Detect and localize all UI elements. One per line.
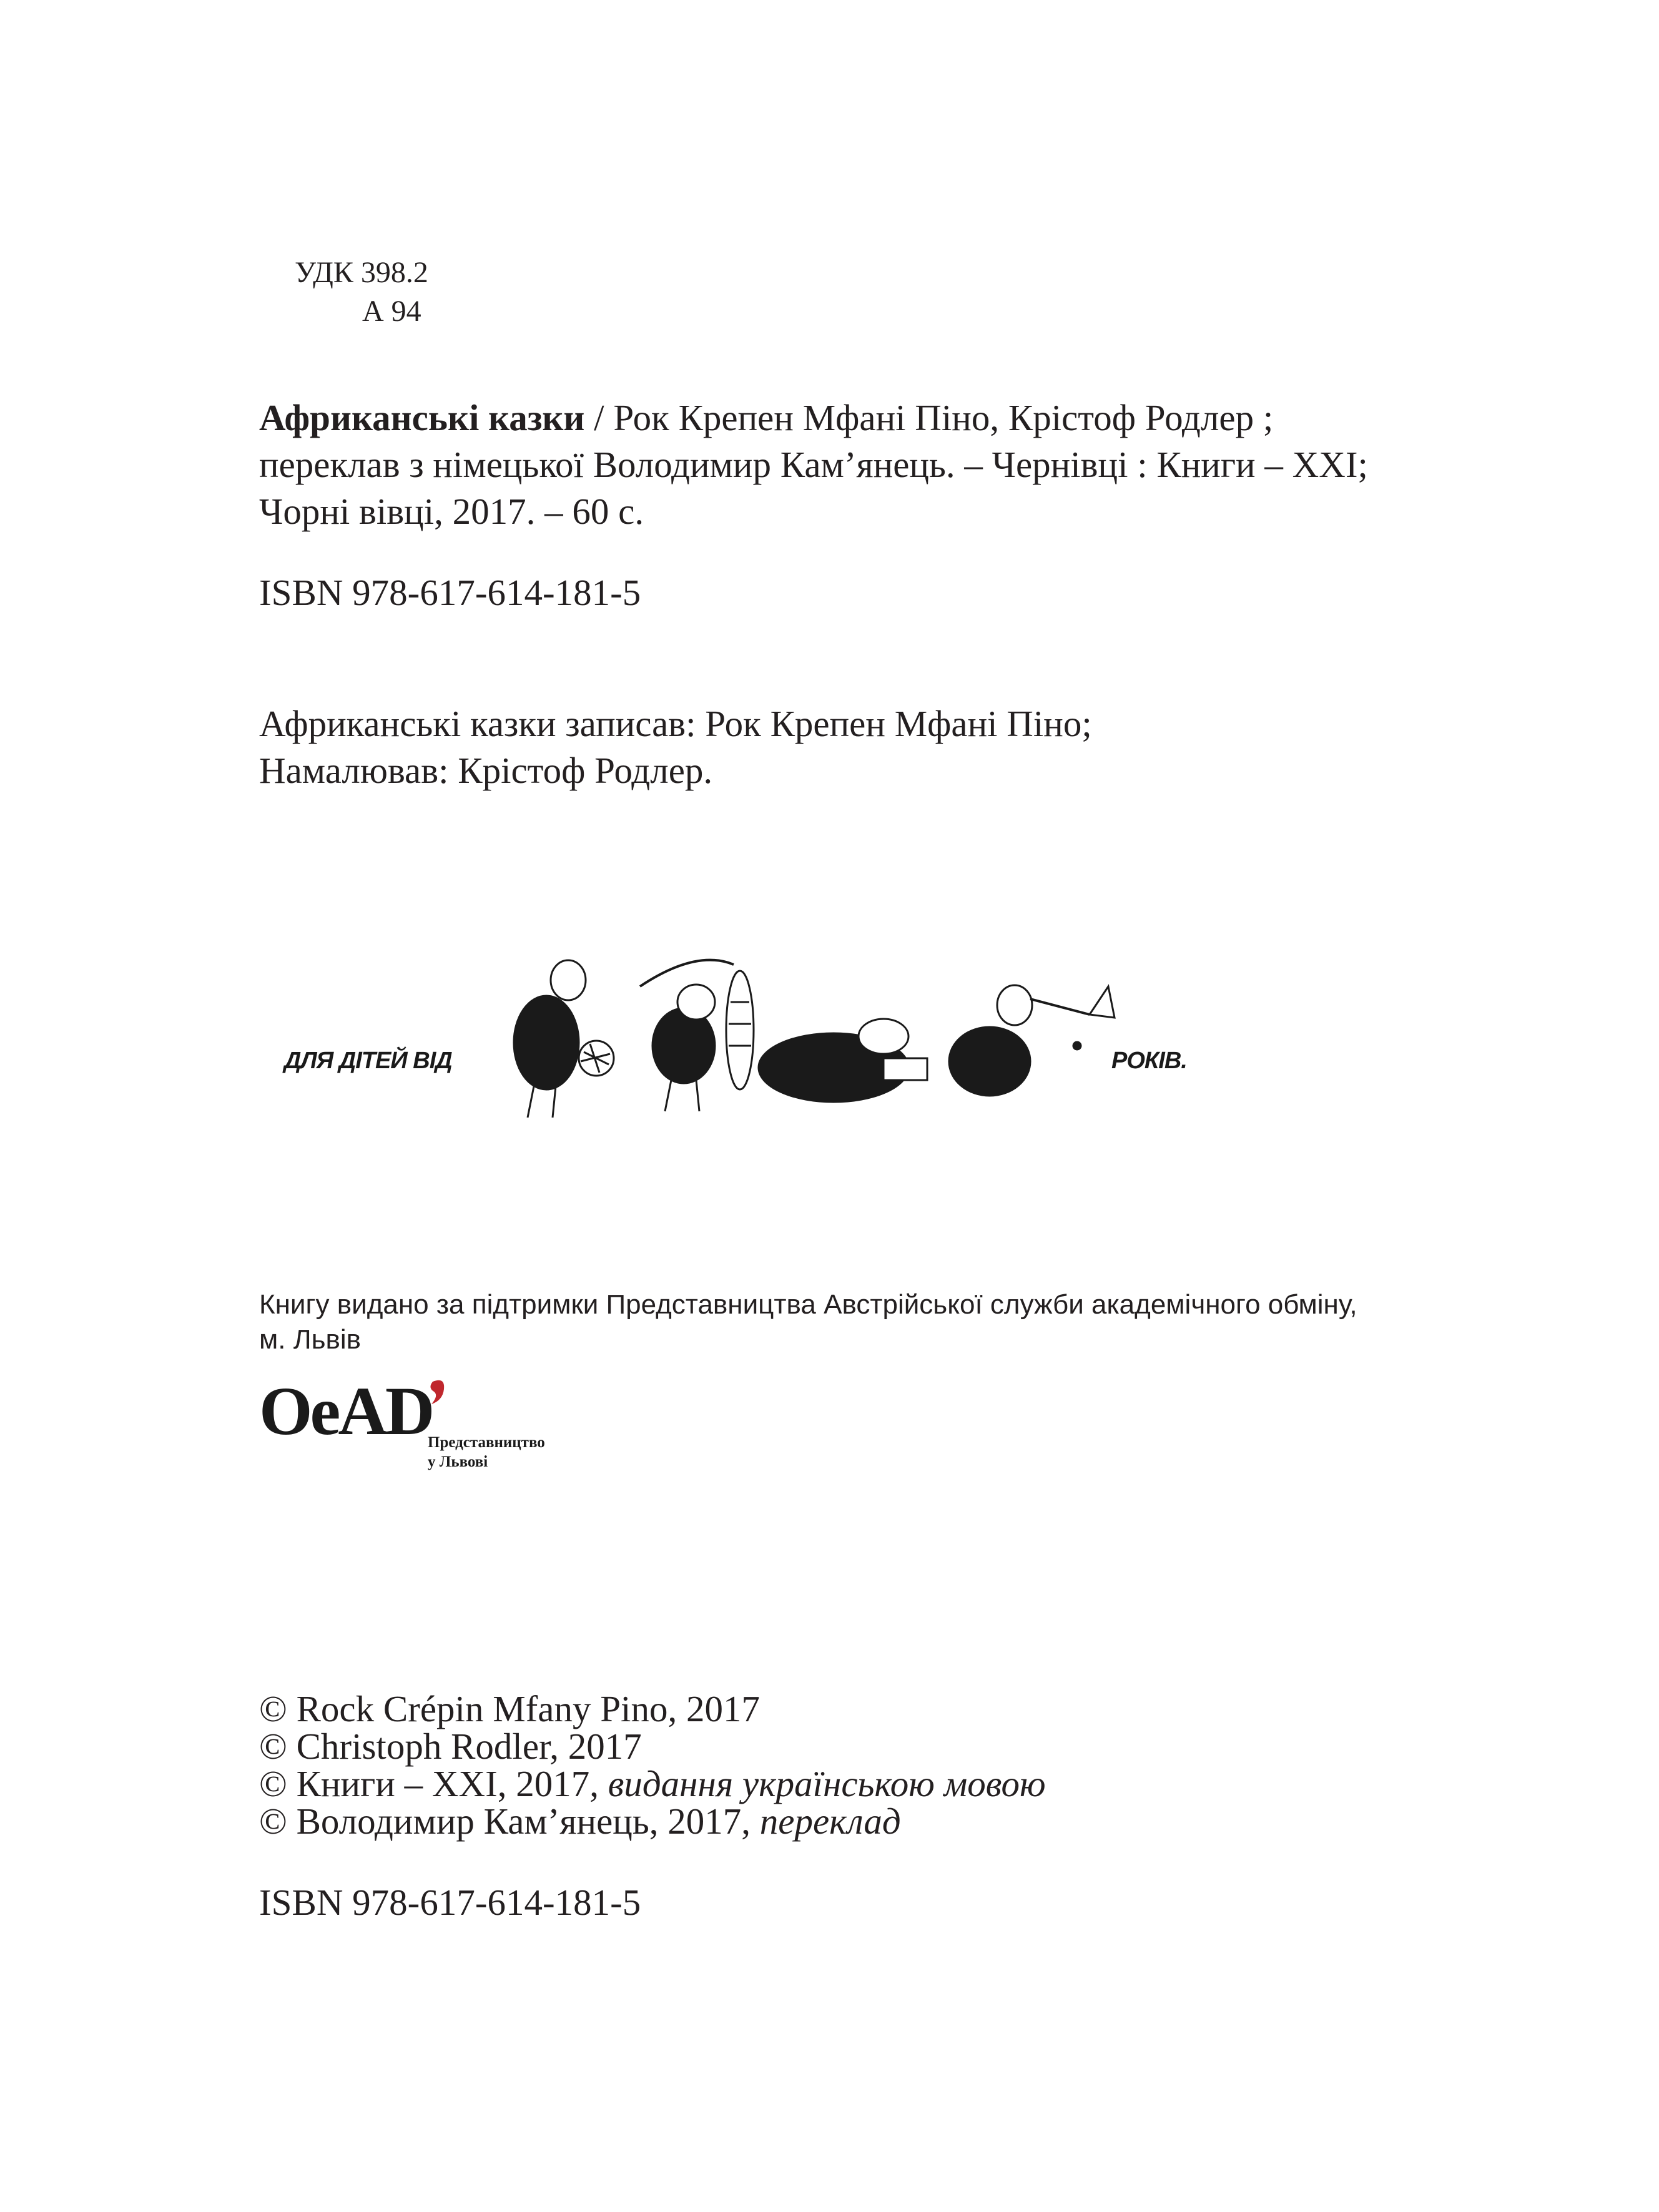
fly [1073, 1042, 1081, 1049]
copyright-2: © Christoph Rodler, 2017 [259, 1726, 642, 1767]
sheep-4-head [997, 985, 1032, 1025]
udk-author-mark: А 94 [362, 295, 421, 328]
book [884, 1058, 927, 1080]
copyright-3: © Книги – XXI, 2017, видання українською мовою [259, 1763, 1046, 1804]
sheep-1-head [551, 960, 586, 1000]
support-line-2: м. Львів [259, 1324, 362, 1355]
butterfly-net [1090, 986, 1115, 1018]
age-banner-right-text: РОКІВ. [1111, 1048, 1187, 1074]
sheep-2-head [677, 985, 715, 1020]
sheep-4-body [949, 1027, 1030, 1096]
sheep-3-head [859, 1019, 908, 1054]
logo-sub-line-1: Представництво [428, 1434, 545, 1451]
isbn-top: ISBN 978-617-614-181-5 [259, 572, 641, 613]
credits-line-2: Намалював: Крістоф Родлер. [259, 750, 713, 791]
copyright-4: © Володимир Кам’янець, 2017, переклад [259, 1801, 901, 1842]
bibliography-authors: / Рок Крепен Мфані Піно, Крістоф Родлер ; [584, 397, 1274, 438]
copyright-1: © Rock Crépin Mfany Pino, 2017 [259, 1688, 760, 1729]
credits-line-1: Африканські казки записав: Рок Крепен Мфані Піно; [259, 703, 1092, 744]
fish [726, 971, 754, 1089]
logo-accent-mark [426, 1377, 451, 1408]
logo-sub-line-2: у Львові [428, 1453, 488, 1470]
book-title: Африканські казки [259, 397, 585, 438]
isbn-bottom: ISBN 978-617-614-181-5 [259, 1882, 641, 1923]
fishing-rod [640, 960, 734, 986]
oead-logo-word: OeAD [259, 1373, 433, 1449]
support-line-1: Книгу видано за підтримки Представництва Австрійської служби академічного обміну, [259, 1289, 1357, 1320]
sheep-2-body [652, 1008, 715, 1083]
age-banner [259, 936, 1224, 1130]
bibliography-line-3: Чорні вівці, 2017. – 60 с. [259, 491, 644, 532]
sheep-illustration [259, 936, 1224, 1130]
oead-logo [259, 1373, 571, 1480]
bibliography-line-1 [259, 395, 1273, 441]
age-banner-left-text: ДЛЯ ДІТЕЙ ВІД [284, 1048, 452, 1074]
udk-code: УДК 398.2 [295, 256, 428, 289]
bibliography-line-2: переклав з німецької Володимир Кам’янець. – Чернівці : Книги – XXI; [259, 444, 1368, 485]
oead-logo-subtitle [428, 1433, 545, 1472]
sheep-1-body [514, 996, 579, 1089]
